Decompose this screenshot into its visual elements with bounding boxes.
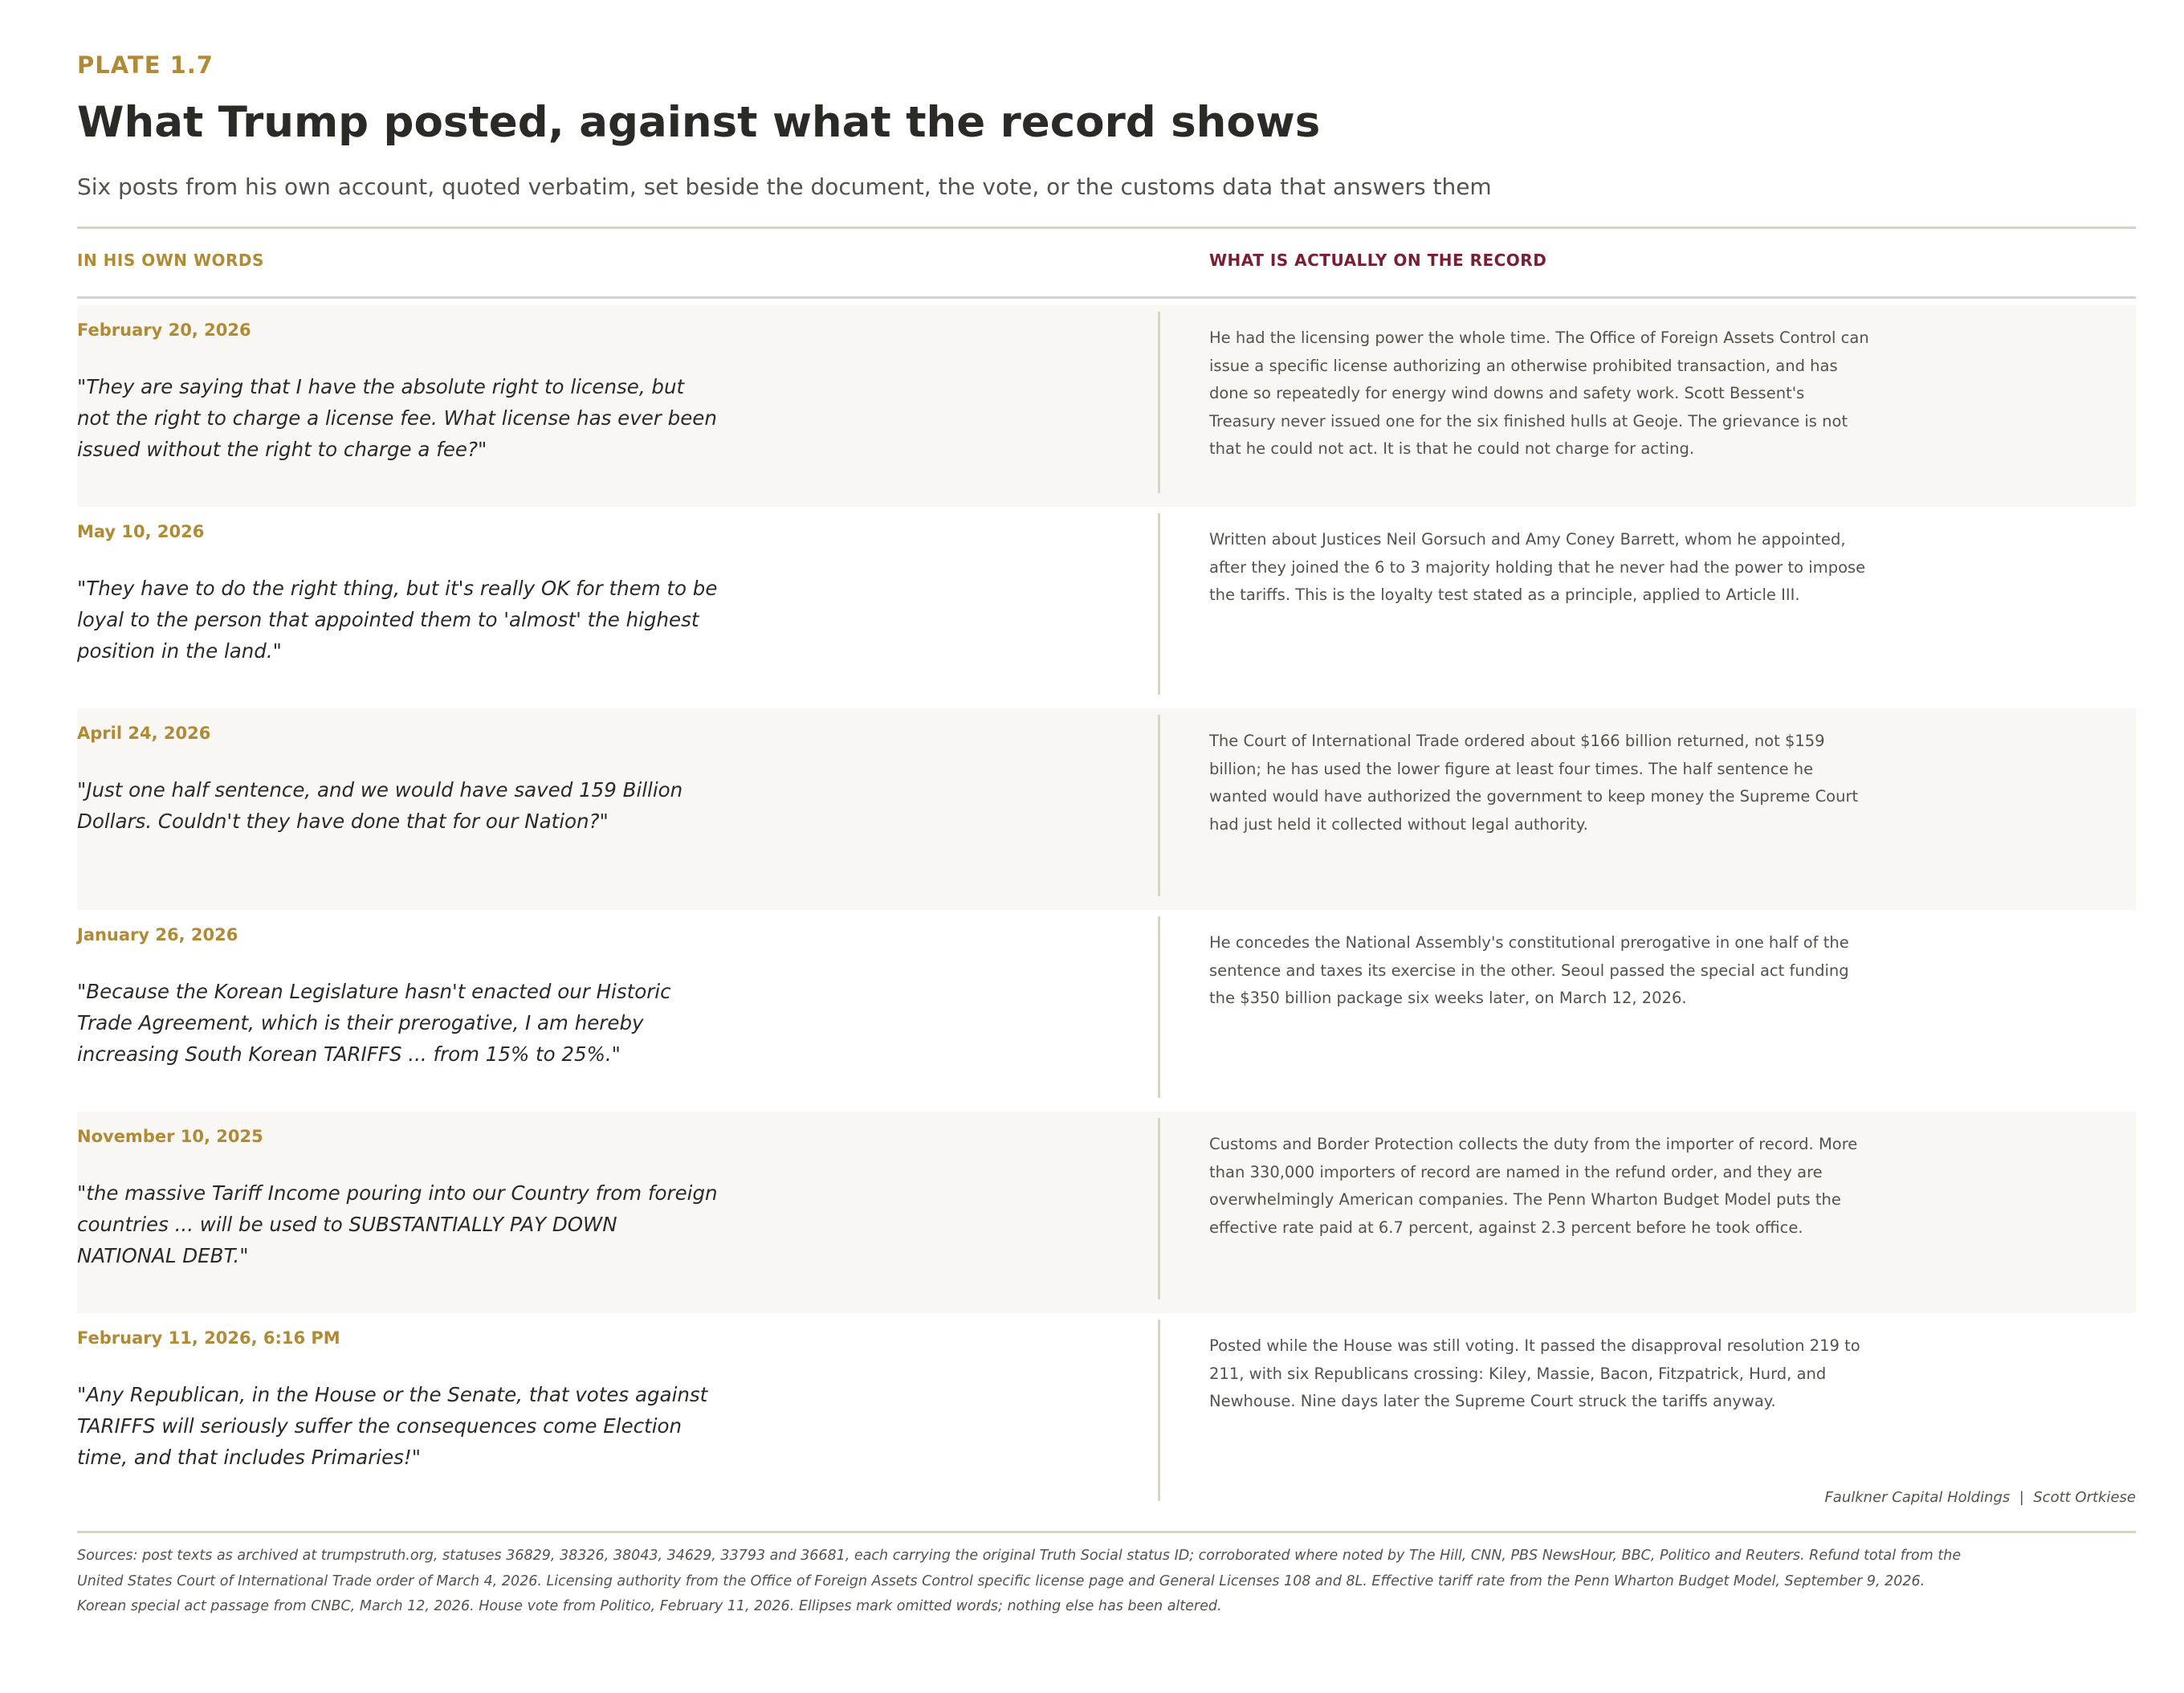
column-heading-divider	[77, 296, 2136, 299]
post-quote: "the massive Tariff Income pouring into our Country from foreign countries ... will be used to SUBSTANTIALLY PAY DOWN NATIONAL DEBT."	[77, 1181, 718, 1267]
comparison-table	[77, 305, 2136, 1515]
page-subtitle: Six posts from his own account, quoted verbatim, set beside the document, the vote, or the customs data that answers them	[77, 173, 1492, 200]
column-divider	[1158, 1118, 1160, 1299]
credit-line: Faulkner Capital Holdings | Scott Ortkiese	[1824, 1489, 2136, 1506]
post-date: February 20, 2026	[77, 320, 251, 340]
post-quote: "Just one half sentence, and we would have saved 159 Billion Dollars. Couldn't they have done that for our Nation?"	[77, 778, 683, 833]
post-date: May 10, 2026	[77, 522, 205, 541]
column-divider	[1158, 513, 1160, 695]
post-quote: "Any Republican, in the House or the Senate, that votes against TARIFFS will seriously suffer the consequences come Election time, and that includes Primaries!"	[77, 1383, 708, 1469]
column-heading-own-words: IN HIS OWN WORDS	[77, 251, 264, 270]
post-date: November 10, 2025	[77, 1127, 263, 1146]
post-date: April 24, 2026	[77, 724, 211, 743]
page-title: What Trump posted, against what the record shows	[77, 98, 1321, 147]
post-quote: "Because the Korean Legislature hasn't enacted our Historic Trade Agreement, which is their prerogative, I am hereby increasing South Korean TARIFFS ... from 15% to 25%."	[77, 980, 671, 1066]
table-row	[77, 910, 2136, 1112]
record-text: He concedes the National Assembly's constitutional prerogative in one half of the sentence and taxes its exercise in the other. Seoul passed the special act funding the $350 billion package six weeks later, on March 12, 2026.	[1209, 933, 1849, 1008]
plate-label: PLATE 1.7	[77, 51, 214, 79]
record-text: He had the licensing power the whole time. The Office of Foreign Assets Control can issue a specific license authorizing an otherwise prohibited transaction, and has done so repeatedly for energy wind downs and safety work. Scott Bessent's Treasury never issued one for the six finished hulls at Geoje. The grievance is not that he could not act. It is that he could not charge for acting.	[1209, 328, 1869, 459]
table-row	[77, 305, 2136, 507]
table-row	[77, 1313, 2136, 1515]
record-text: Written about Justices Neil Gorsuch and Amy Coney Barrett, whom he appointed, after they joined the 6 to 3 majority holding that he never had the power to impose the tariffs. This is the loyalty test stated as a principle, applied to Article III.	[1209, 530, 1866, 605]
column-divider	[1158, 312, 1160, 493]
sources-note: Sources: post texts as archived at trumpstruth.org, statuses 36829, 38326, 38043, 34629, 33793 and 36681, each carrying the original Truth Social status ID; corroborated where noted by The Hill, CNN, PBS NewsHour, BBC, Politico and Reuters. Refund total from the United States Court of International Trade order of March 4, 2026. Licensing authority from the Office of Foreign Assets Control specific license page and General Licenses 108 and 8L. Effective tariff rate from the Penn Wharton Budget Model, September 9, 2026. Korean special act passage from CNBC, March 12, 2026. House vote from Politico, February 11, 2026. Ellipses mark omitted words; nothing else has been altered.	[77, 1548, 1962, 1614]
column-heading-record: WHAT IS ACTUALLY ON THE RECORD	[1209, 251, 1547, 270]
record-text: The Court of International Trade ordered about $166 billion returned, not $159 billion; he has used the lower figure at least four times. The half sentence he wanted would have authorized the government to keep money the Supreme Court had just held it collected without legal authority.	[1209, 732, 1859, 834]
footer-divider	[77, 1531, 2136, 1533]
column-divider	[1158, 1320, 1160, 1501]
post-date: January 26, 2026	[77, 925, 238, 944]
record-text: Posted while the House was still voting. It passed the disapproval resolution 219 to 211, with six Republicans crossing: Kiley, Massie, Bacon, Fitzpatrick, Hurd, and Newhouse. Nine days later the Supreme Court struck the tariffs anyway.	[1209, 1336, 1860, 1411]
post-quote: "They have to do the right thing, but it's really OK for them to be loyal to the person that appointed them to 'almost' the highest position in the land."	[77, 577, 718, 663]
table-row	[77, 1112, 2136, 1313]
record-text: Customs and Border Protection collects the duty from the importer of record. More than 330,000 importers of record are named in the refund order, and they are overwhelmingly American companies. The Penn Wharton Budget Model puts the effective rate paid at 6.7 percent, against 2.3 percent before he took office.	[1209, 1135, 1858, 1237]
header-divider	[77, 226, 2136, 229]
post-quote: "They are saying that I have the absolute right to license, but not the right to charge a license fee. What license has ever been issued without the right to charge a fee?"	[77, 375, 717, 461]
table-row	[77, 708, 2136, 910]
post-date: February 11, 2026, 6:16 PM	[77, 1328, 340, 1348]
column-divider	[1158, 715, 1160, 896]
column-divider	[1158, 916, 1160, 1098]
table-row	[77, 507, 2136, 708]
